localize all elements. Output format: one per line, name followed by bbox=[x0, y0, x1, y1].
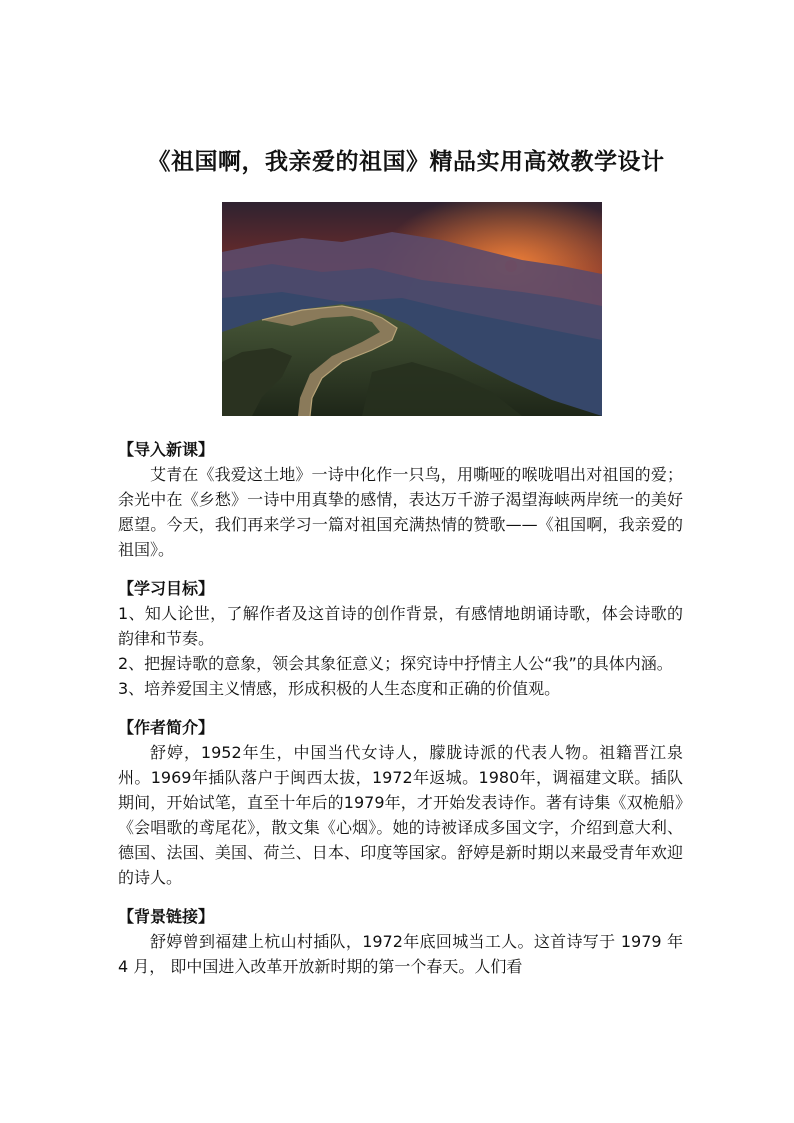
section-background bbox=[118, 904, 683, 979]
section-heading: 【作者简介】 bbox=[118, 718, 215, 737]
section-intro bbox=[118, 437, 683, 562]
list-item: 2、把握诗歌的意象，领会其象征意义；探究诗中抒情主人公“我”的具体内涵。 bbox=[118, 654, 673, 673]
paragraph: 舒婷，1952年生，中国当代女诗人，朦胧诗派的代表人物。祖籍晋江泉州。1969年插队落户于闽西太拔，1972年返城。1980年，调福建文联。插队期间，开始试笔，直至十年后的1979年，才开始发表诗作。著有诗集《双桅船》《会唱歌的鸢尾花》，散文集《心烟》。她的诗被译成多国文字，介绍到意大利、德国、法国、美国、荷兰、日本、印度等国家。舒婷是新时期以来最受青年欢迎的诗人。 bbox=[118, 743, 683, 887]
section-heading: 【背景链接】 bbox=[118, 907, 215, 926]
paragraph: 艾青在《我爱这土地》一诗中化作一只鸟，用嘶哑的喉咙唱出对祖国的爱；余光中在《乡愁》一诗中用真挚的感情，表达万千游子渴望海峡两岸统一的美好愿望。今天，我们再来学习一篇对祖国充满热情的赞歌——《祖国啊，我亲爱的祖国》。 bbox=[118, 465, 683, 559]
section-heading: 【学习目标】 bbox=[118, 579, 215, 598]
paragraph: 舒婷曾到福建上杭山村插队，1972年底回城当工人。这首诗写于 1979 年 4 月， 即中国进入改革开放新时期的第一个春天。人们看 bbox=[118, 932, 683, 976]
list-item: 1、知人论世，了解作者及这首诗的创作背景，有感情地朗诵诗歌，体会诗歌的韵律和节奏。 bbox=[118, 604, 683, 648]
section-heading: 【导入新课】 bbox=[118, 440, 215, 459]
list-item: 3、培养爱国主义情感，形成积极的人生态度和正确的价值观。 bbox=[118, 679, 561, 698]
great-wall-sunset-photo bbox=[222, 202, 602, 416]
document-title: 《祖国啊，我亲爱的祖国》精品实用高效教学设计 bbox=[147, 149, 665, 175]
section-objectives bbox=[118, 576, 683, 701]
document-body bbox=[118, 437, 683, 993]
section-author bbox=[118, 715, 683, 890]
